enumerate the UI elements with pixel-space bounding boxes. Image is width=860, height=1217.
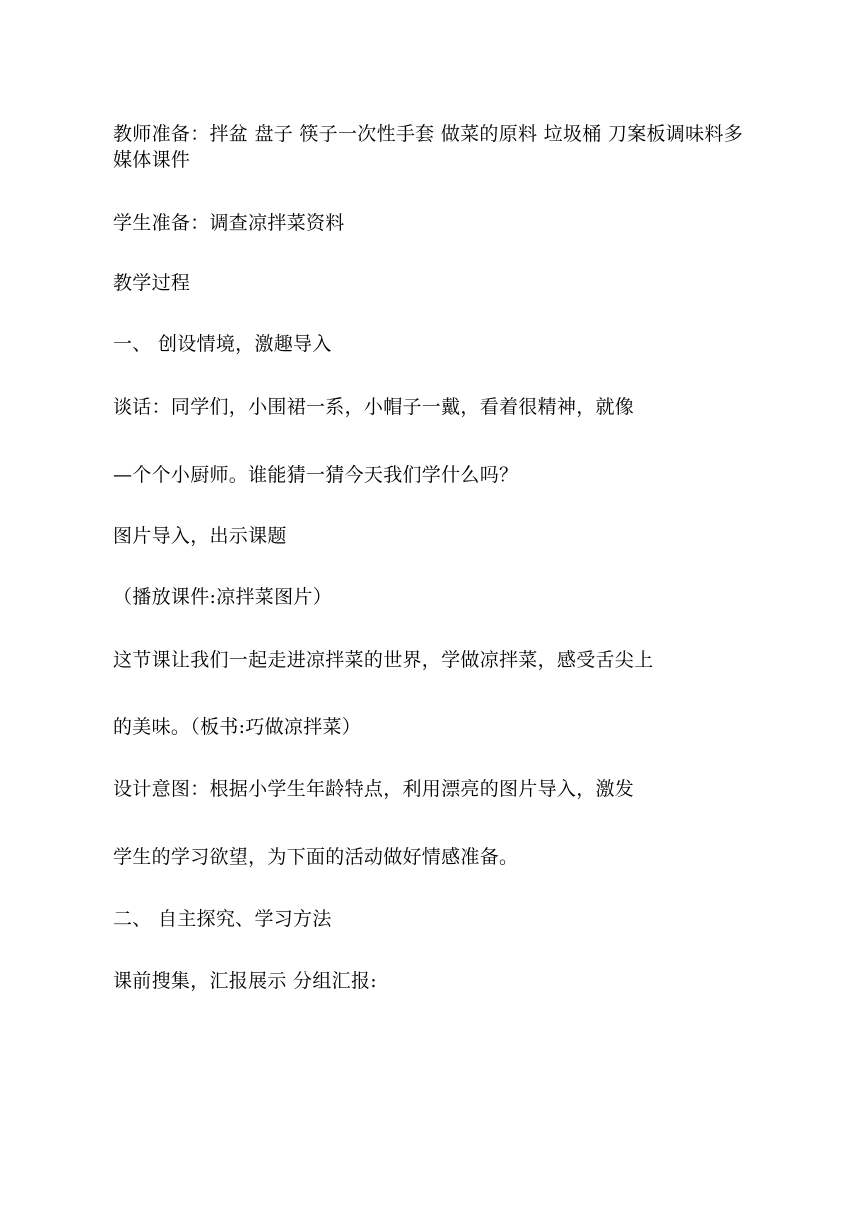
paragraph-teacher-prep: 教师准备：拌盆 盘子 筷子一次性手套 做菜的原料 垃圾桶 刀案板调味料多媒体课件 (113, 123, 743, 171)
paragraph-lesson-intro: 这节课让我们一起走进凉拌菜的世界，学做凉拌菜，感受舌尖上 (113, 649, 654, 671)
paragraph-group-report: 课前搜集，汇报展示 分组汇报: (113, 970, 377, 992)
paragraph-design-intent: 设计意图：根据小学生年龄特点，利用漂亮的图片导入，激发 (113, 778, 635, 800)
paragraph-lesson-intro-continued: 的美味。（板书:巧做凉拌菜） (113, 716, 362, 738)
paragraph-student-prep: 学生准备：调查凉拌菜资料 (113, 212, 345, 234)
paragraph-talk-continued: —个个小厨师。谁能猜一猜今天我们学什么吗？ (113, 464, 519, 486)
section-heading-two: 二、 自主探究、学习方法 (113, 908, 332, 930)
paragraph-design-intent-continued: 学生的学习欲望，为下面的活动做好情感准备。 (113, 846, 519, 868)
section-heading-one: 一、 创设情境，激趣导入 (113, 333, 332, 355)
paragraph-play-courseware: （播放课件:凉拌菜图片） (113, 586, 333, 608)
paragraph-talk: 谈话：同学们，小围裙一系，小帽子一戴，看着很精神，就像 (113, 396, 635, 418)
section-heading-teaching-process: 教学过程 (113, 272, 191, 294)
paragraph-picture-intro: 图片导入，出示课题 (113, 525, 287, 547)
